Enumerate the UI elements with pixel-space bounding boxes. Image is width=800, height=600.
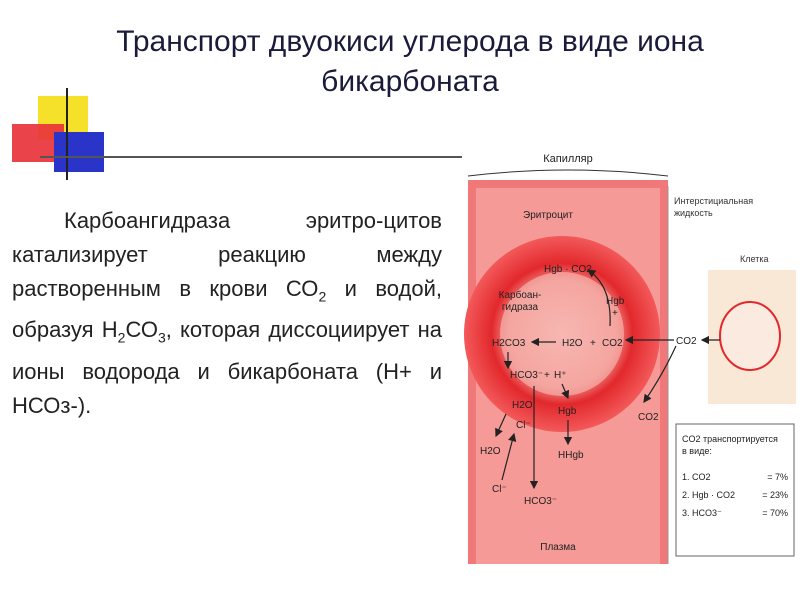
plus-dissociation: + <box>544 370 550 381</box>
plus-top: + <box>612 308 618 319</box>
h2o-middle-label: H2O <box>562 338 583 349</box>
co2-plasma: CO2 <box>638 412 659 423</box>
h2co3-label: H2CO3 <box>492 338 526 349</box>
hco3-rbc-label: HCO3⁻ <box>510 370 544 381</box>
h2o-plasma-label: H2O <box>480 446 501 457</box>
transport-title-1: CO2 транспортируется <box>682 434 778 444</box>
hgb-co2-label: Hgb · CO2 <box>544 264 592 275</box>
carbonic-anhydrase-label-1: Карбоан- <box>498 290 542 301</box>
tissue-cell-nucleus <box>720 302 780 370</box>
h-plus-label: H⁺ <box>554 370 567 381</box>
hco3-plasma-label: HCO3⁻ <box>524 496 558 507</box>
title-line-2: бикарбоната <box>321 65 499 98</box>
co2-rbc-label: CO2 <box>602 338 623 349</box>
cl-rbc-label: Cl⁻ <box>516 420 531 431</box>
co2-transport-diagram <box>462 146 796 564</box>
capillary-bracket <box>468 170 668 176</box>
h2o-lower-label: H2O <box>512 400 533 411</box>
transport-row-1-label: 1. CO2 <box>682 472 711 482</box>
hgb-top-label: Hgb <box>606 296 625 307</box>
transport-row-2-value: = 23% <box>762 490 788 500</box>
cell-label: Клетка <box>740 254 769 264</box>
plus-middle: + <box>590 338 596 349</box>
transport-row-3-value: = 70% <box>762 508 788 518</box>
transport-row-3-label: 3. HCO3⁻ <box>682 508 722 518</box>
transport-row-2-label: 2. Hgb · CO2 <box>682 490 736 500</box>
co2-interstitial: CO2 <box>676 336 697 347</box>
hgb-bottom-label: Hgb <box>558 406 577 417</box>
decor-blue-square <box>54 132 104 172</box>
body-paragraph: Карбоангидраза эритро-цитов катализирует реакцию между растворенным в крови $СО_2$ и водой, образуя $Н_2СО_3$, которая диссоциирует на ионы водорода и бикарбоната (Н+ и НСОз-). <box>12 208 443 418</box>
decor-horizontal-line <box>40 156 462 158</box>
decor-vertical-line <box>66 88 68 180</box>
transport-title-2: в виде: <box>682 446 712 456</box>
interstitial-label-2: жидкость <box>674 208 713 218</box>
title-line-1: Транспорт двуокиси углерода в виде иона <box>116 25 704 58</box>
plasma-label: Плазма <box>540 542 576 553</box>
capillary-label: Капилляр <box>543 153 593 165</box>
transport-row-1-value: = 7% <box>767 472 788 482</box>
erythrocyte-label: Эритроцит <box>523 210 573 221</box>
hhgb-label: HHgb <box>558 450 584 461</box>
slide-title <box>30 22 790 102</box>
interstitial-label-1: Интерстициальная <box>674 196 754 206</box>
cl-plasma-label: Cl⁻ <box>492 484 507 495</box>
carbonic-anhydrase-label-2: гидраза <box>501 302 539 313</box>
